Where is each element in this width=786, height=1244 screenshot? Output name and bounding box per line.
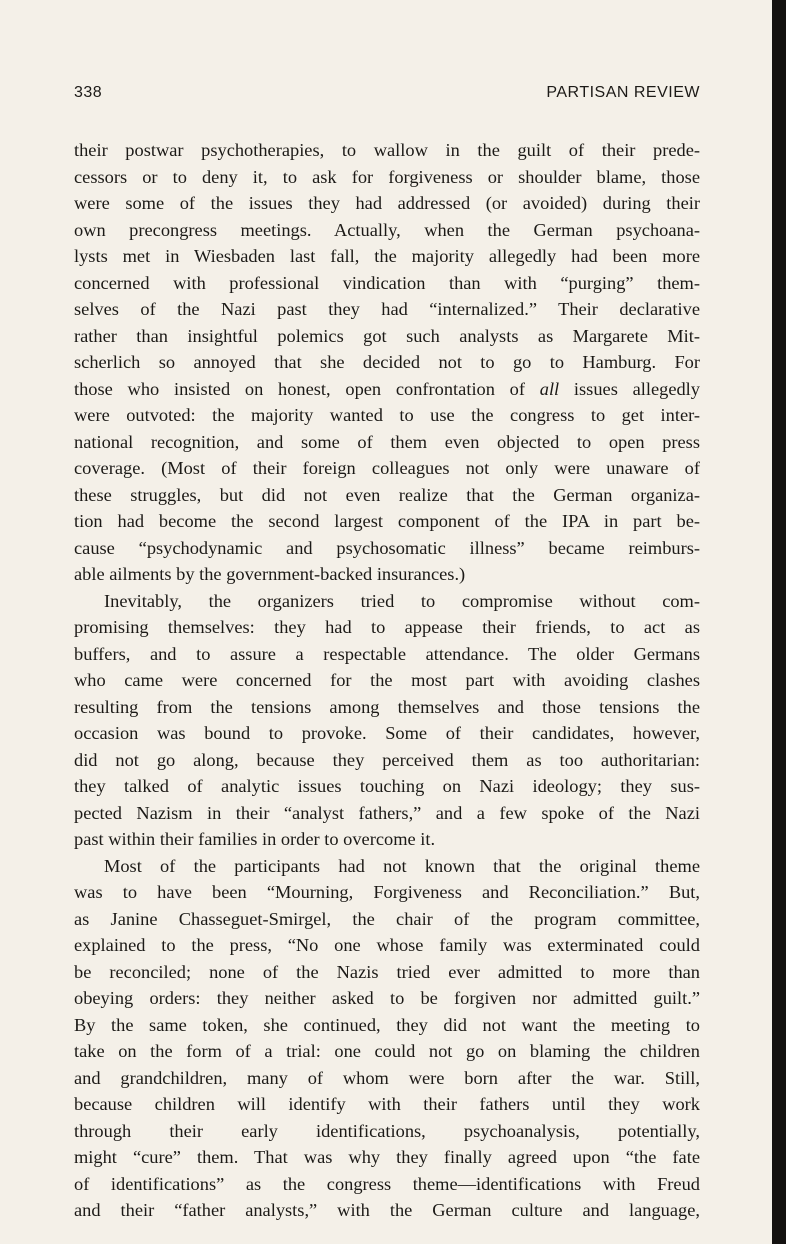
text-line: promising themselves: they had to appease their friends, to act as (74, 617, 700, 637)
text-line: these struggles, but did not even realize that the German organiza- (74, 484, 700, 505)
text-line: buffers, and to assure a respectable attendance. The older Germans (74, 643, 700, 664)
text-line: pected Nazism in their “analyst fathers,” and a few spoke of the Nazi (74, 802, 700, 823)
text-line: explained to the press, “No one whose family was exterminated could (74, 935, 700, 955)
text-line: and grandchildren, many of whom were born after the war. Still, (74, 1067, 700, 1088)
text-line: take on the form of a trial: one could not go on blaming the children (74, 1041, 700, 1061)
page-header (74, 84, 700, 106)
page-edge-shadow (772, 0, 786, 1244)
text-line: scherlich so annoyed that she decided not to go to Hamburg. For (74, 352, 700, 372)
text-line: national recognition, and some of them even objected to open press (74, 431, 700, 452)
text-line: and their “father analysts,” with the German culture and language, (74, 1200, 700, 1220)
text-line: selves of the Nazi past they had “internalized.” Their declarative (74, 299, 700, 319)
text-line: tion had become the second largest component of the IPA in part be- (74, 511, 700, 531)
text-line: concerned with professional vindication than with “purging” them- (74, 272, 700, 293)
text-line: obeying orders: they neither asked to be forgiven nor admitted guilt.” (74, 988, 700, 1008)
text-line: cause “psychodynamic and psychosomatic illness” became reimburs- (74, 537, 700, 558)
text-line: their postwar psychotherapies, to wallow in the guilt of their prede- (74, 140, 700, 160)
text-line: was to have been “Mourning, Forgiveness and Reconciliation.” But, (74, 882, 700, 902)
text-line: because children will identify with their fathers until they work (74, 1094, 700, 1114)
text-line: lysts met in Wiesbaden last fall, the majority allegedly had been more (74, 246, 700, 266)
text-line: own precongress meetings. Actually, when the German psychoana- (74, 219, 700, 240)
text-line: Most of the participants had not known that the original theme (104, 855, 700, 876)
text-line: be reconciled; none of the Nazis tried ever admitted to more than (74, 961, 700, 982)
body-text (74, 137, 700, 1224)
text-line: were outvoted: the majority wanted to use the congress to get inter- (74, 405, 700, 425)
text-line: occasion was bound to provoke. Some of their candidates, however, (74, 723, 700, 743)
text-line: through their early identifications, psychoanalysis, potentially, (74, 1120, 700, 1141)
text-line: able ailments by the government-backed insurances.) (74, 564, 466, 584)
text-line: By the same token, she continued, they did not want the meeting to (74, 1014, 700, 1035)
text-line: they talked of analytic issues touching on Nazi ideology; they sus- (74, 776, 700, 796)
text-line: Inevitably, the organizers tried to compromise without com- (104, 590, 700, 611)
text-line: might “cure” them. That was why they finally agreed upon “the fate (74, 1147, 700, 1167)
text-line: did not go along, because they perceived them as too authoritarian: (74, 749, 700, 770)
page-number: 338 (74, 84, 103, 101)
text-line: resulting from the tensions among themselves and those tensions the (74, 696, 700, 717)
text-line: rather than insightful polemics got such analysts as Margarete Mit- (74, 325, 700, 346)
text-line: those who insisted on honest, open confrontation of all issues allegedly (74, 378, 700, 399)
text-line: coverage. (Most of their foreign colleagues not only were unaware of (74, 458, 700, 478)
text-line: as Janine Chasseguet-Smirgel, the chair of the program committee, (74, 908, 700, 929)
running-title: PARTISAN REVIEW (546, 84, 700, 101)
text-line: who came were concerned for the most part with avoiding clashes (74, 670, 700, 690)
text-line: were some of the issues they had addressed (or avoided) during their (74, 193, 700, 213)
text-line: past within their families in order to overcome it. (74, 829, 436, 849)
text-line: cessors or to deny it, to ask for forgiveness or shoulder blame, those (74, 166, 700, 187)
text-line: of identifications” as the congress theme—identifications with Freud (74, 1173, 700, 1194)
